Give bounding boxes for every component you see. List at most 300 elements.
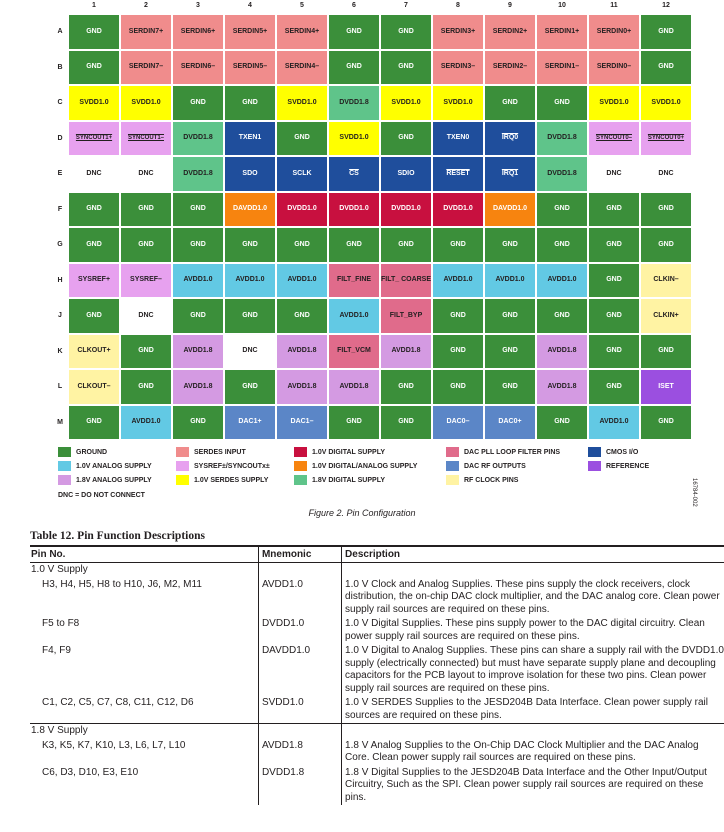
pin-name: AVDD1.0 xyxy=(287,276,317,284)
pin-cell xyxy=(224,192,276,228)
pin-cell xyxy=(380,405,432,441)
column-headers xyxy=(68,2,692,14)
legend-swatch xyxy=(58,447,71,457)
pin-cell xyxy=(68,298,120,334)
pin-cell xyxy=(432,227,484,263)
pin-name: SERDIN1+ xyxy=(544,27,580,35)
pin-cell xyxy=(484,405,536,441)
empty-cell xyxy=(342,724,724,739)
pin-cell xyxy=(276,263,328,299)
legend-item xyxy=(446,475,518,485)
pin-name: GND xyxy=(658,418,674,426)
pin-name: SERDIN6+ xyxy=(180,27,216,35)
legend-label: SYSREF±/SYNCOUTx± xyxy=(194,462,270,470)
pin-name: GND xyxy=(554,205,570,213)
pin-name: GND xyxy=(554,311,570,319)
pin-name: SVDD1.0 xyxy=(131,98,161,106)
pin-name: SVDD1.0 xyxy=(443,98,473,106)
row-label: M xyxy=(57,418,63,426)
pin-cell xyxy=(328,156,380,192)
legend-label: RF CLOCK PINS xyxy=(464,476,519,484)
pin-name: DVDD1.8 xyxy=(339,98,369,106)
pin-cell xyxy=(588,85,640,121)
pin-name: IRQ0 xyxy=(501,134,519,142)
mnemonic: AVDD1.0 xyxy=(258,578,341,618)
pin-name: GND xyxy=(190,98,206,106)
pin-name: SVDD1.0 xyxy=(287,98,317,106)
row-label: D xyxy=(57,134,63,142)
pin-cell xyxy=(328,298,380,334)
pin-name: GND xyxy=(190,311,206,319)
pin-cell xyxy=(68,50,120,86)
pin-name: GND xyxy=(606,382,622,390)
pin-cell xyxy=(640,263,692,299)
pin-cell xyxy=(68,14,120,50)
pin-cell xyxy=(380,334,432,370)
pin-name: SERDIN3+ xyxy=(440,27,476,35)
pin-cell xyxy=(432,192,484,228)
pin-name: GND xyxy=(242,98,258,106)
pin-cell xyxy=(172,14,224,50)
pin-name: GND xyxy=(502,98,518,106)
pin-cell xyxy=(640,156,692,192)
pin-cell xyxy=(224,369,276,405)
pin-cell xyxy=(68,227,120,263)
legend-item xyxy=(176,461,270,471)
pin-cell xyxy=(224,298,276,334)
pin-cell xyxy=(380,156,432,192)
pin-name: SERDIN1– xyxy=(544,63,580,71)
pin-name: SYSREF– xyxy=(130,276,162,284)
pin-name: AVDD1.8 xyxy=(547,382,577,390)
pin-name: GND xyxy=(658,63,674,71)
pin-cell xyxy=(172,227,224,263)
column-label: 5 xyxy=(300,2,304,9)
pin-cell xyxy=(536,85,588,121)
legend-swatch xyxy=(446,475,459,485)
pin-name: GND xyxy=(346,27,362,35)
pin-name: GND xyxy=(450,311,466,319)
pin-name: SERDIN7– xyxy=(128,63,164,71)
pin-name: AVDD1.0 xyxy=(131,418,161,426)
pin-name: FILT_FINE xyxy=(336,276,372,284)
pin-cell xyxy=(120,263,172,299)
pin-name: SERDIN5+ xyxy=(232,27,268,35)
pin-cell xyxy=(588,50,640,86)
pin-name: AVDD1.0 xyxy=(443,276,473,284)
pin-name: DAVDD1.0 xyxy=(492,205,528,213)
pin-cell xyxy=(120,298,172,334)
row-label: E xyxy=(57,170,63,177)
pin-cell xyxy=(224,156,276,192)
pin-cell xyxy=(172,85,224,121)
pin-cell xyxy=(484,192,536,228)
pin-name: GND xyxy=(294,134,310,142)
group-label: 1.0 V Supply xyxy=(31,564,88,575)
pin-name: GND xyxy=(606,347,622,355)
legend-swatch xyxy=(176,475,189,485)
table-title: Table 12. Pin Function Descriptions xyxy=(30,530,205,542)
pin-cell xyxy=(120,334,172,370)
pin-cell xyxy=(172,298,224,334)
pin-name: DAVDD1.0 xyxy=(232,205,268,213)
pin-name: GND xyxy=(86,240,102,248)
pin-cell xyxy=(328,263,380,299)
column-label: 8 xyxy=(456,2,460,9)
pin-cell xyxy=(380,192,432,228)
pin-name: DVDD1.0 xyxy=(443,205,473,213)
column-label: 3 xyxy=(196,2,200,9)
pin-name: SERDIN4+ xyxy=(284,27,320,35)
pin-cell xyxy=(536,14,588,50)
row-label: K xyxy=(57,347,63,355)
pin-cell xyxy=(68,405,120,441)
pin-name: GND xyxy=(554,98,570,106)
pin-name: SERDIN3– xyxy=(440,63,476,71)
pin-name: DNC xyxy=(658,169,674,177)
pin-name: GND xyxy=(138,205,154,213)
pin-name: GND xyxy=(294,240,310,248)
description: 1.0 V Digital to Analog Supplies. These pins can share a supply rail with the DVDD1.0 supply (electrically connected) but must have separate supply plane and decoupling capacitors for the PCB layout to improve isolation for these two pins. Clean power supply rail sources are required on these pins. xyxy=(342,644,724,696)
pin-cell xyxy=(328,192,380,228)
pin-cell xyxy=(224,14,276,50)
pin-cell xyxy=(224,405,276,441)
pin-cell xyxy=(68,334,120,370)
pin-name: SVDD1.0 xyxy=(651,98,681,106)
pin-name: SERDIN0– xyxy=(596,63,632,71)
pin-cell xyxy=(172,405,224,441)
legend-item xyxy=(58,447,107,457)
pin-name: GND xyxy=(86,418,102,426)
pin-cell xyxy=(588,121,640,157)
pin-cell xyxy=(120,121,172,157)
figure-ref-code: 16784-002 xyxy=(691,478,697,507)
pin-name: SERDIN7+ xyxy=(128,27,164,35)
pin-name: IRQ1 xyxy=(501,169,519,177)
pin-cell xyxy=(276,334,328,370)
pin-name: DVDD1.8 xyxy=(183,169,213,177)
pin-name: SERDIN5– xyxy=(232,63,268,71)
pin-cell xyxy=(328,405,380,441)
pin-name: SDO xyxy=(242,169,258,177)
pin-cell xyxy=(484,156,536,192)
header-mnemonic: Mnemonic xyxy=(258,546,341,563)
pin-cell xyxy=(588,192,640,228)
pin-name: TXEN0 xyxy=(446,134,470,142)
pin-cell xyxy=(536,405,588,441)
pin-cell xyxy=(276,14,328,50)
pin-name: GND xyxy=(606,205,622,213)
pin-name: SYNCOUT1+ xyxy=(75,135,113,142)
pin-cell xyxy=(224,50,276,86)
pin-name: SERDIN4– xyxy=(284,63,320,71)
pin-cell xyxy=(380,50,432,86)
pin-cell xyxy=(432,334,484,370)
pin-name: ISET xyxy=(658,382,674,390)
pin-cell xyxy=(276,121,328,157)
legend-item xyxy=(294,461,417,471)
pin-name: AVDD1.0 xyxy=(547,276,577,284)
header-pin-no: Pin No. xyxy=(30,546,258,563)
pin-name: GND xyxy=(502,347,518,355)
column-label: 1 xyxy=(92,2,96,9)
pin-cell xyxy=(68,263,120,299)
pin-name: GND xyxy=(398,418,414,426)
pin-cell xyxy=(536,227,588,263)
mnemonic: SVDD1.0 xyxy=(258,696,341,724)
pin-name: SYNCOUT1– xyxy=(127,135,164,142)
legend-item xyxy=(58,475,152,485)
legend-item xyxy=(58,461,152,471)
pin-cell xyxy=(432,85,484,121)
legend-swatch xyxy=(176,461,189,471)
pin-cell xyxy=(276,50,328,86)
legend-swatch xyxy=(58,461,71,471)
legend-label: 1.0V DIGITAL SUPPLY xyxy=(312,448,386,456)
pin-name: DNC xyxy=(86,169,102,177)
pin-numbers: F5 to F8 xyxy=(42,618,80,629)
column-label: 6 xyxy=(352,2,356,9)
pin-name: GND xyxy=(502,382,518,390)
pin-name: SVDD1.0 xyxy=(391,98,421,106)
pin-cell xyxy=(432,405,484,441)
pin-cell xyxy=(328,334,380,370)
pin-name: GND xyxy=(658,347,674,355)
pin-cell xyxy=(432,369,484,405)
pin-cell xyxy=(380,227,432,263)
pin-name: GND xyxy=(346,418,362,426)
pin-cell xyxy=(484,121,536,157)
table-row xyxy=(30,617,724,644)
pin-cell xyxy=(120,156,172,192)
pin-cell xyxy=(536,334,588,370)
table-row xyxy=(30,766,724,806)
pin-cell xyxy=(640,85,692,121)
legend-swatch xyxy=(58,475,71,485)
description: 1.8 V Digital Supplies to the JESD204B Data Interface and the Other Input/Output Circuitry, Such as the SPI. Clean power supply rail sources are required on these pins. xyxy=(342,766,724,806)
pin-cell xyxy=(432,263,484,299)
pin-cell xyxy=(328,85,380,121)
pin-name: AVDD1.0 xyxy=(495,276,525,284)
pin-name: DAC1– xyxy=(290,418,314,426)
legend-label: CMOS I/O xyxy=(606,448,639,456)
pin-name: AVDD1.0 xyxy=(235,276,265,284)
pin-cell xyxy=(224,227,276,263)
legend-label: 1.0V SERDES SUPPLY xyxy=(194,476,269,484)
pin-name: CLKOUT– xyxy=(77,382,111,390)
pin-cell xyxy=(276,192,328,228)
mnemonic: DVDD1.0 xyxy=(258,617,341,644)
pin-name: GND xyxy=(242,382,258,390)
pin-cell xyxy=(484,85,536,121)
pin-name: DAC0+ xyxy=(498,418,522,426)
pin-cell xyxy=(380,298,432,334)
pin-cell xyxy=(640,50,692,86)
description: 1.0 V SERDES Supplies to the JESD204B Data Interface. Clean power supply rail sources are required on these pins. xyxy=(342,696,724,724)
pin-name: DAC1+ xyxy=(238,418,262,426)
column-label: 12 xyxy=(662,2,670,9)
pin-function-table xyxy=(30,545,724,805)
legend-item xyxy=(446,461,526,471)
pin-name: DNC xyxy=(138,169,154,177)
mnemonic: DAVDD1.0 xyxy=(258,644,341,696)
pin-cell xyxy=(432,14,484,50)
pin-name: GND xyxy=(502,240,518,248)
row-label: G xyxy=(57,241,63,248)
column-label: 2 xyxy=(144,2,148,9)
pin-name: DAC0– xyxy=(446,418,470,426)
legend-swatch xyxy=(294,461,307,471)
pin-cell xyxy=(276,156,328,192)
pin-name: AVDD1.8 xyxy=(183,347,213,355)
pin-cell xyxy=(172,156,224,192)
pin-name: AVDD1.0 xyxy=(599,418,629,426)
table-row xyxy=(30,578,724,618)
description: 1.0 V Digital Supplies. These pins supply power to the DAC digital circuitry. Clean power supply rail sources are required on these pins. xyxy=(342,617,724,644)
column-label: 10 xyxy=(558,2,566,9)
pin-cell xyxy=(588,334,640,370)
pin-name: GND xyxy=(86,27,102,35)
pin-cell xyxy=(640,121,692,157)
table-group-row xyxy=(30,563,724,578)
pin-name: DNC xyxy=(138,311,154,319)
pin-cell xyxy=(380,263,432,299)
pin-cell xyxy=(224,263,276,299)
pin-name: GND xyxy=(658,27,674,35)
legend-label: DAC PLL LOOP FILTER PINS xyxy=(464,448,561,456)
pin-name: GND xyxy=(450,382,466,390)
pin-name: GND xyxy=(346,63,362,71)
pin-name: GND xyxy=(86,311,102,319)
pin-name: AVDD1.8 xyxy=(183,382,213,390)
legend-swatch xyxy=(294,447,307,457)
pin-cell xyxy=(588,369,640,405)
pin-cell xyxy=(276,369,328,405)
column-label: 9 xyxy=(508,2,512,9)
pin-cell xyxy=(536,192,588,228)
legend-item xyxy=(176,447,246,457)
pin-name: SERDIN2+ xyxy=(492,27,528,35)
pin-grid xyxy=(68,14,692,440)
pin-name: GND xyxy=(554,418,570,426)
mnemonic: AVDD1.8 xyxy=(258,739,341,766)
pin-name: AVDD1.8 xyxy=(287,347,317,355)
legend-swatch xyxy=(588,461,601,471)
description: 1.0 V Clock and Analog Supplies. These pins supply the clock receivers, clock distribution, the on-chip DAC clock multiplier, and the DAC analog core. Clean power supply rail sources are required on these pins. xyxy=(342,578,724,618)
legend-swatch xyxy=(588,447,601,457)
pin-name: GND xyxy=(502,311,518,319)
pin-name: SCLK xyxy=(292,169,312,177)
table-header-row xyxy=(30,546,724,563)
pin-numbers: C1, C2, C5, C7, C8, C11, C12, D6 xyxy=(42,697,194,708)
pin-name: SVDD1.0 xyxy=(79,98,109,106)
pin-name: FILT_ COARSE xyxy=(380,276,432,284)
pin-cell xyxy=(536,369,588,405)
pin-cell xyxy=(484,369,536,405)
pin-cell xyxy=(432,156,484,192)
pin-name: AVDD1.8 xyxy=(287,382,317,390)
pin-name: GND xyxy=(138,240,154,248)
pin-name: GND xyxy=(450,347,466,355)
pin-name: SYSREF+ xyxy=(77,276,111,284)
pin-cell xyxy=(328,50,380,86)
legend xyxy=(58,447,698,487)
pin-name: GND xyxy=(242,240,258,248)
legend-label: REFERENCE xyxy=(606,462,650,470)
pin-cell xyxy=(640,227,692,263)
pin-name: GND xyxy=(606,276,622,284)
pin-name: AVDD1.8 xyxy=(547,347,577,355)
figure-caption: Figure 2. Pin Configuration xyxy=(308,508,416,518)
pin-cell xyxy=(68,121,120,157)
pin-name: GND xyxy=(242,311,258,319)
pin-name: SDIO xyxy=(397,169,415,177)
legend-item xyxy=(588,461,649,471)
pin-cell xyxy=(432,298,484,334)
pin-cell xyxy=(68,85,120,121)
pin-name: GND xyxy=(346,240,362,248)
pin-name: SVDD1.0 xyxy=(599,98,629,106)
pin-cell xyxy=(328,121,380,157)
legend-item xyxy=(588,447,638,457)
pin-name: SERDIN6– xyxy=(180,63,216,71)
table-row xyxy=(30,644,724,696)
legend-label: 1.8V DIGITAL SUPPLY xyxy=(312,476,386,484)
legend-label: 1.0V ANALOG SUPPLY xyxy=(76,462,152,470)
pin-cell xyxy=(380,121,432,157)
pin-name: GND xyxy=(658,205,674,213)
row-label: A xyxy=(57,28,63,35)
pin-name: $\overline{CS}$ xyxy=(349,169,359,177)
row-label: F xyxy=(57,205,63,213)
pin-name: TXEN1 xyxy=(238,134,262,142)
pin-cell xyxy=(172,192,224,228)
pin-cell xyxy=(276,405,328,441)
legend-item xyxy=(446,447,560,457)
pin-cell xyxy=(536,298,588,334)
pin-name: DVDD1.8 xyxy=(183,134,213,142)
legend-label: GROUND xyxy=(76,448,108,456)
pin-cell xyxy=(640,192,692,228)
pin-cell xyxy=(380,14,432,50)
legend-label: SERDES INPUT xyxy=(194,448,246,456)
pin-name: SYNCOUT0– xyxy=(595,135,632,142)
pin-cell xyxy=(68,192,120,228)
pin-cell xyxy=(536,50,588,86)
pin-name: GND xyxy=(190,418,206,426)
pin-numbers: C6, D3, D10, E3, E10 xyxy=(42,766,139,778)
pin-name: GND xyxy=(190,240,206,248)
pin-name: AVDD1.8 xyxy=(339,382,369,390)
pin-cell xyxy=(120,192,172,228)
pin-cell xyxy=(640,14,692,50)
pin-cell xyxy=(172,334,224,370)
table-group-row xyxy=(30,724,724,739)
group-label: 1.8 V Supply xyxy=(30,724,258,739)
pin-name: GND xyxy=(86,205,102,213)
pin-cell xyxy=(328,14,380,50)
legend-item xyxy=(294,447,385,457)
pin-cell xyxy=(120,50,172,86)
pin-cell xyxy=(276,85,328,121)
empty-cell xyxy=(258,563,341,578)
pin-name: GND xyxy=(138,347,154,355)
pin-name: GND xyxy=(398,27,414,35)
pin-name: GND xyxy=(606,240,622,248)
pin-name: SVDD1.0 xyxy=(339,134,369,142)
row-headers xyxy=(54,14,66,440)
pin-cell xyxy=(536,263,588,299)
